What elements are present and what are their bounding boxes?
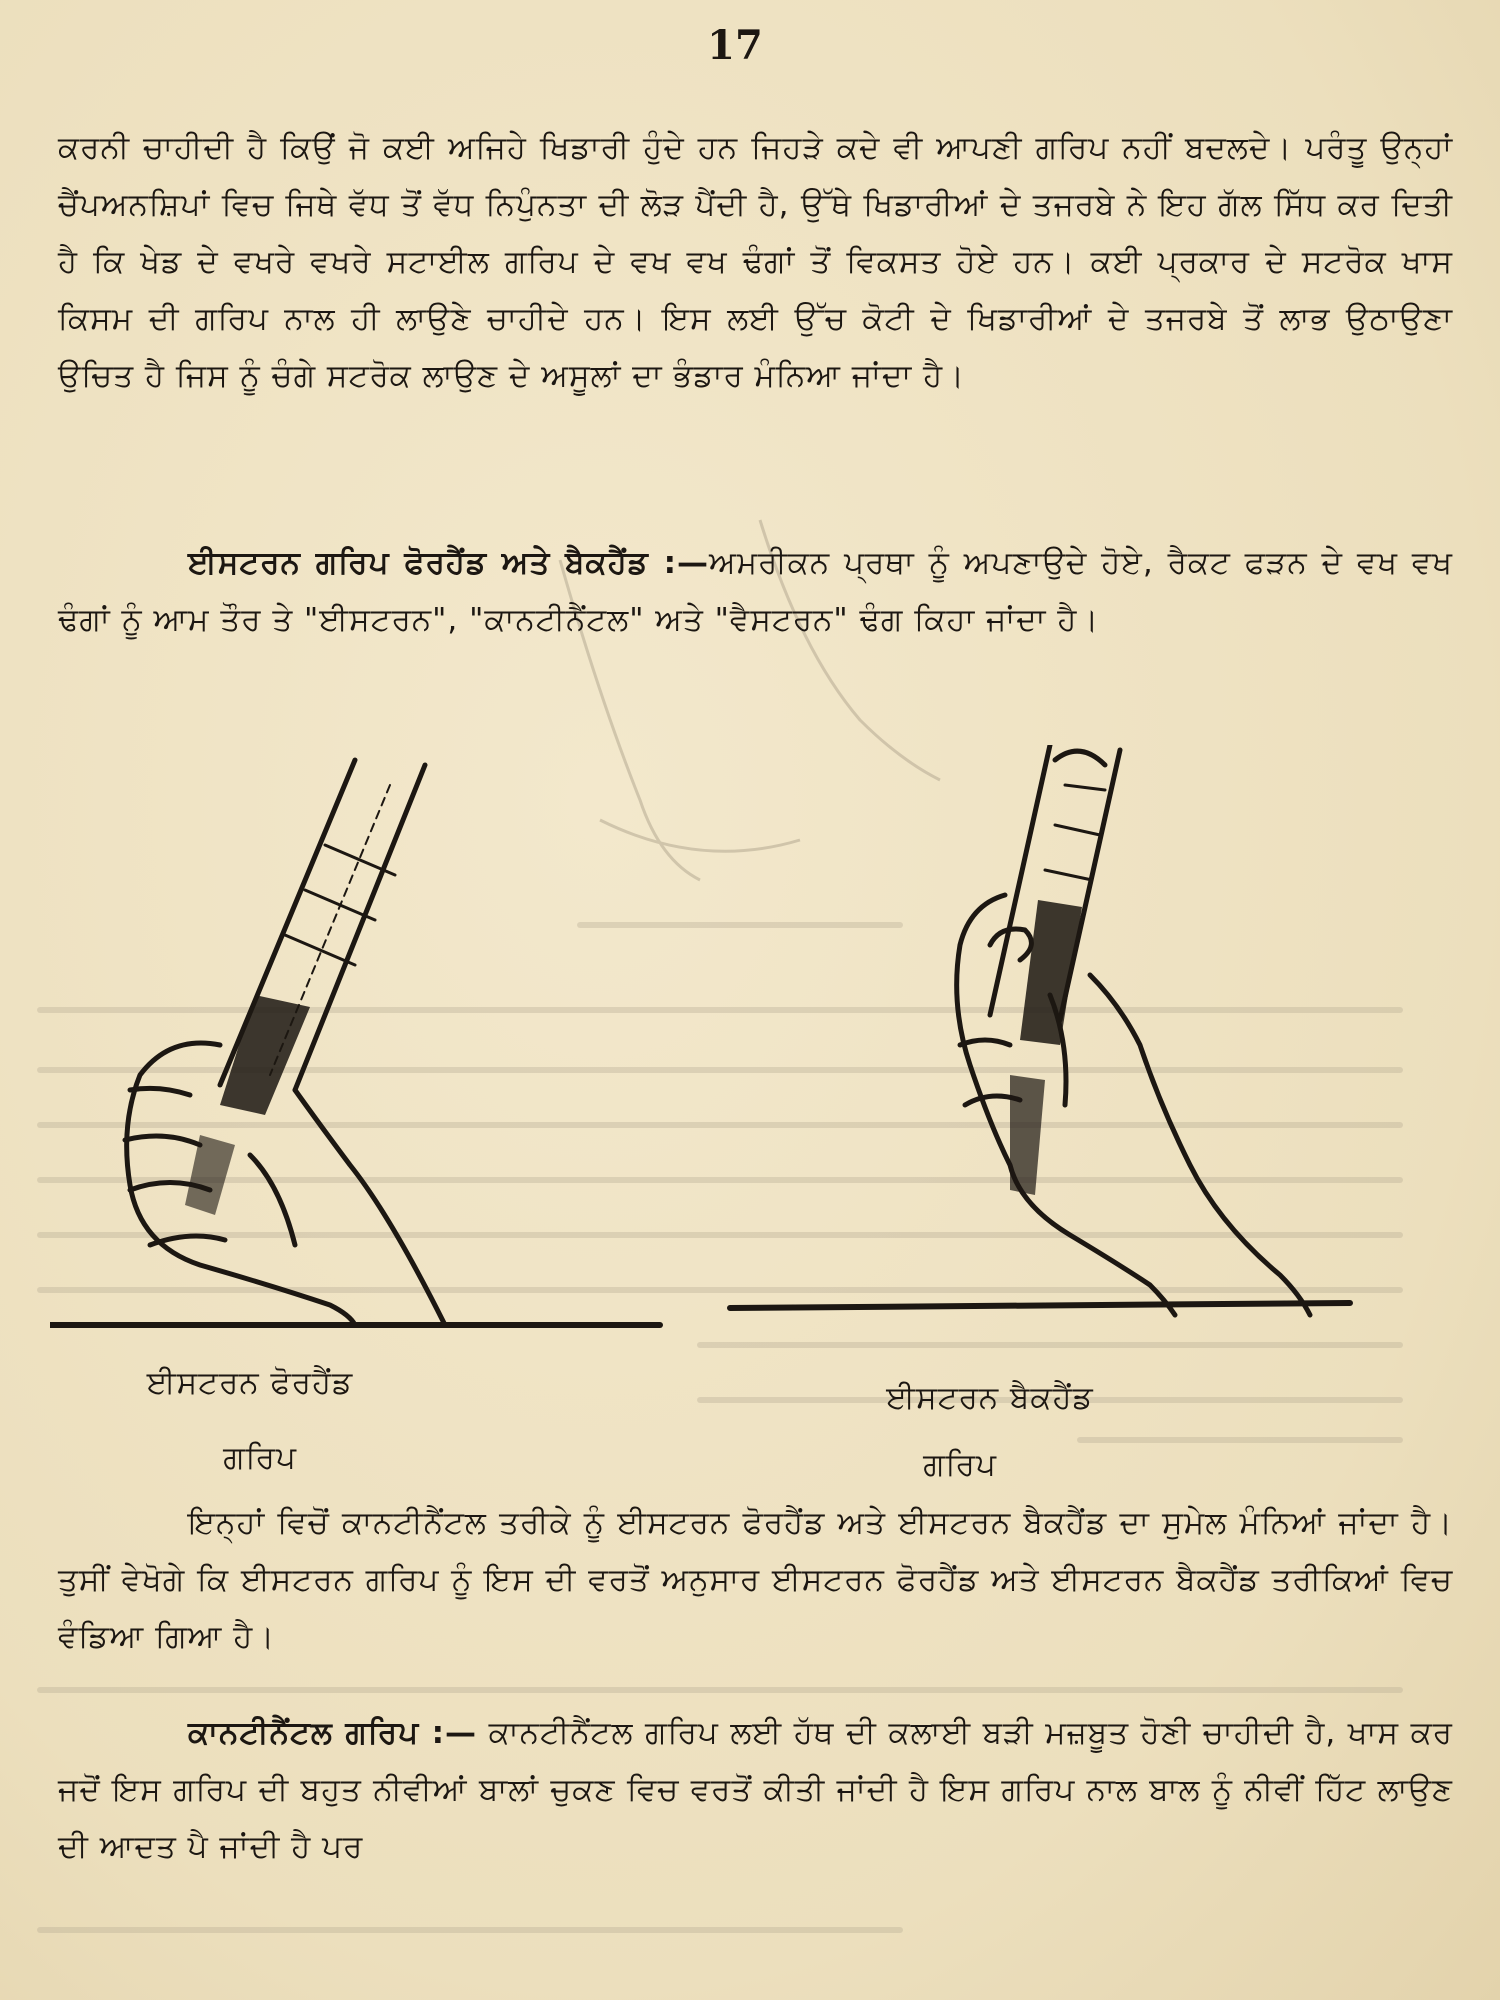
paragraph-2 xyxy=(58,535,1453,649)
paragraph-2-body: ਅਮਰੀਕਨ ਪ੍ਰਥਾ ਨੂੰ ਅਪਣਾਉਦੇ ਹੋਏ, ਰੈਕਟ ਫੜਨ ਦੇ ਵਖ ਵਖ ਢੰਗਾਂ ਨੂੰ ਆਮ ਤੌਰ ਤੇ "ਈਸਟਰਨ", "ਕਾਨਟੀਨੈਂਟਲ" ਅਤੇ "ਵੈਸਟਰਨ" ਢੰਗ ਕਿਹਾ ਜਾਂਦਾ ਹੈ। xyxy=(58,545,1453,638)
backhand-caption-line-1: ਈਸਟਰਨ ਬੈਕਹੈਂਡ xyxy=(886,1380,1094,1416)
backhand-grip-illustration xyxy=(720,745,1380,1345)
forehand-grip-illustration xyxy=(50,745,690,1345)
section-heading-eastern-grip: ਈਸਟਰਨ ਗਰਿਪ ਫੋਰਹੈਂਡ ਅਤੇ ਬੈਕਹੈਂਡ :— xyxy=(188,545,710,581)
paragraph-1: ਕਰਨੀ ਚਾਹੀਦੀ ਹੈ ਕਿਉਂ ਜੋ ਕਈ ਅਜਿਹੇ ਖਿਡਾਰੀ ਹੁੰਦੇ ਹਨ ਜਿਹੜੇ ਕਦੇ ਵੀ ਆਪਣੀ ਗਰਿਪ ਨਹੀਂ ਬਦਲਦੇ। ਪਰੰਤੂ ਉਨ੍ਹਾਂ ਚੈਂਪਅਨਸ਼ਿਪਾਂ ਵਿਚ ਜਿਥੇ ਵੱਧ ਤੋਂ ਵੱਧ ਨਿਪੁੰਨਤਾ ਦੀ ਲੋੜ ਪੈਂਦੀ ਹੈ, ਉੱਥੇ ਖਿਡਾਰੀਆਂ ਦੇ ਤਜਰਬੇ ਨੇ ਇਹ ਗੱਲ ਸਿੱਧ ਕਰ ਦਿਤੀ ਹੈ ਕਿ ਖੇਡ ਦੇ ਵਖਰੇ ਵਖਰੇ ਸਟਾਈਲ ਗਰਿਪ ਦੇ ਵਖ ਵਖ ਢੰਗਾਂ ਤੋਂ ਵਿਕਸਤ ਹੋਏ ਹਨ। ਕਈ ਪ੍ਰਕਾਰ ਦੇ ਸਟਰੋਕ ਖਾਸ ਕਿਸਮ ਦੀ ਗਰਿਪ ਨਾਲ ਹੀ ਲਾਉਣੇ ਚਾਹੀਦੇ ਹਨ। ਇਸ ਲਈ ਉੱਚ ਕੋਟੀ ਦੇ ਖਿਡਾਰੀਆਂ ਦੇ ਤਜਰਬੇ ਤੋਂ ਲਾਭ ਉਠਾਉਣਾ ਉਚਿਤ ਹੈ ਜਿਸ ਨੂੰ ਚੰਗੇ ਸਟਰੋਕ ਲਾਉਣ ਦੇ ਅਸੂਲਾਂ ਦਾ ਭੰਡਾਰ ਮੰਨਿਆ ਜਾਂਦਾ ਹੈ। xyxy=(58,130,1453,394)
paragraph-4-body: ਕਾਨਟੀਨੈਂਟਲ ਗਰਿਪ ਲਈ ਹੱਥ ਦੀ ਕਲਾਈ ਬੜੀ ਮਜ਼ਬੂਤ ਹੋਣੀ ਚਾਹੀਦੀ ਹੈ, ਖਾਸ ਕਰ ਜਦੋਂ ਇਸ ਗਰਿਪ ਦੀ ਬਹੁਤ ਨੀਵੀਆਂ ਬਾਲਾਂ ਚੁਕਣ ਵਿਚ ਵਰਤੋਂ ਕੀਤੀ ਜਾਂਦੀ ਹੈ ਇਸ ਗਰਿਪ ਨਾਲ ਬਾਲ ਨੂੰ ਨੀਵੀਂ ਹਿੱਟ ਲਾਉਣ ਦੀ ਆਦਤ ਪੈ ਜਾਂਦੀ ਹੈ ਪਰ xyxy=(58,1715,1453,1865)
section-heading-continental-grip: ਕਾਨਟੀਨੈਂਟਲ ਗਰਿਪ :— xyxy=(188,1715,478,1751)
forehand-caption-line-1: ਈਸਟਰਨ ਫੋਰਹੈਂਡ xyxy=(146,1365,354,1401)
page-number: 17 xyxy=(707,22,763,69)
forehand-caption-line-2: ਗਰਿਪ xyxy=(223,1440,297,1476)
paragraph-3: ਇਨ੍ਹਾਂ ਵਿਚੋਂ ਕਾਨਟੀਨੈਂਟਲ ਤਰੀਕੇ ਨੂੰ ਈਸਟਰਨ ਫੋਰਹੈਂਡ ਅਤੇ ਈਸਟਰਨ ਬੈਕਹੈਂਡ ਦਾ ਸੁਮੇਲ ਮੰਨਿਆਂ ਜਾਂਦਾ ਹੈ। ਤੁਸੀਂ ਵੇਖੋਗੇ ਕਿ ਈਸਟਰਨ ਗਰਿਪ ਨੂੰ ਇਸ ਦੀ ਵਰਤੋਂ ਅਨੁਸਾਰ ਈਸਟਰਨ ਫੋਰਹੈਂਡ ਅਤੇ ਈਸਟਰਨ ਬੈਕਹੈਂਡ ਤਰੀਕਿਆਂ ਵਿਚ ਵੰਡਿਆ ਗਿਆ ਹੈ। xyxy=(58,1505,1453,1655)
backhand-caption-line-2: ਗਰਿਪ xyxy=(923,1447,997,1483)
paragraph-4 xyxy=(58,1705,1453,1876)
